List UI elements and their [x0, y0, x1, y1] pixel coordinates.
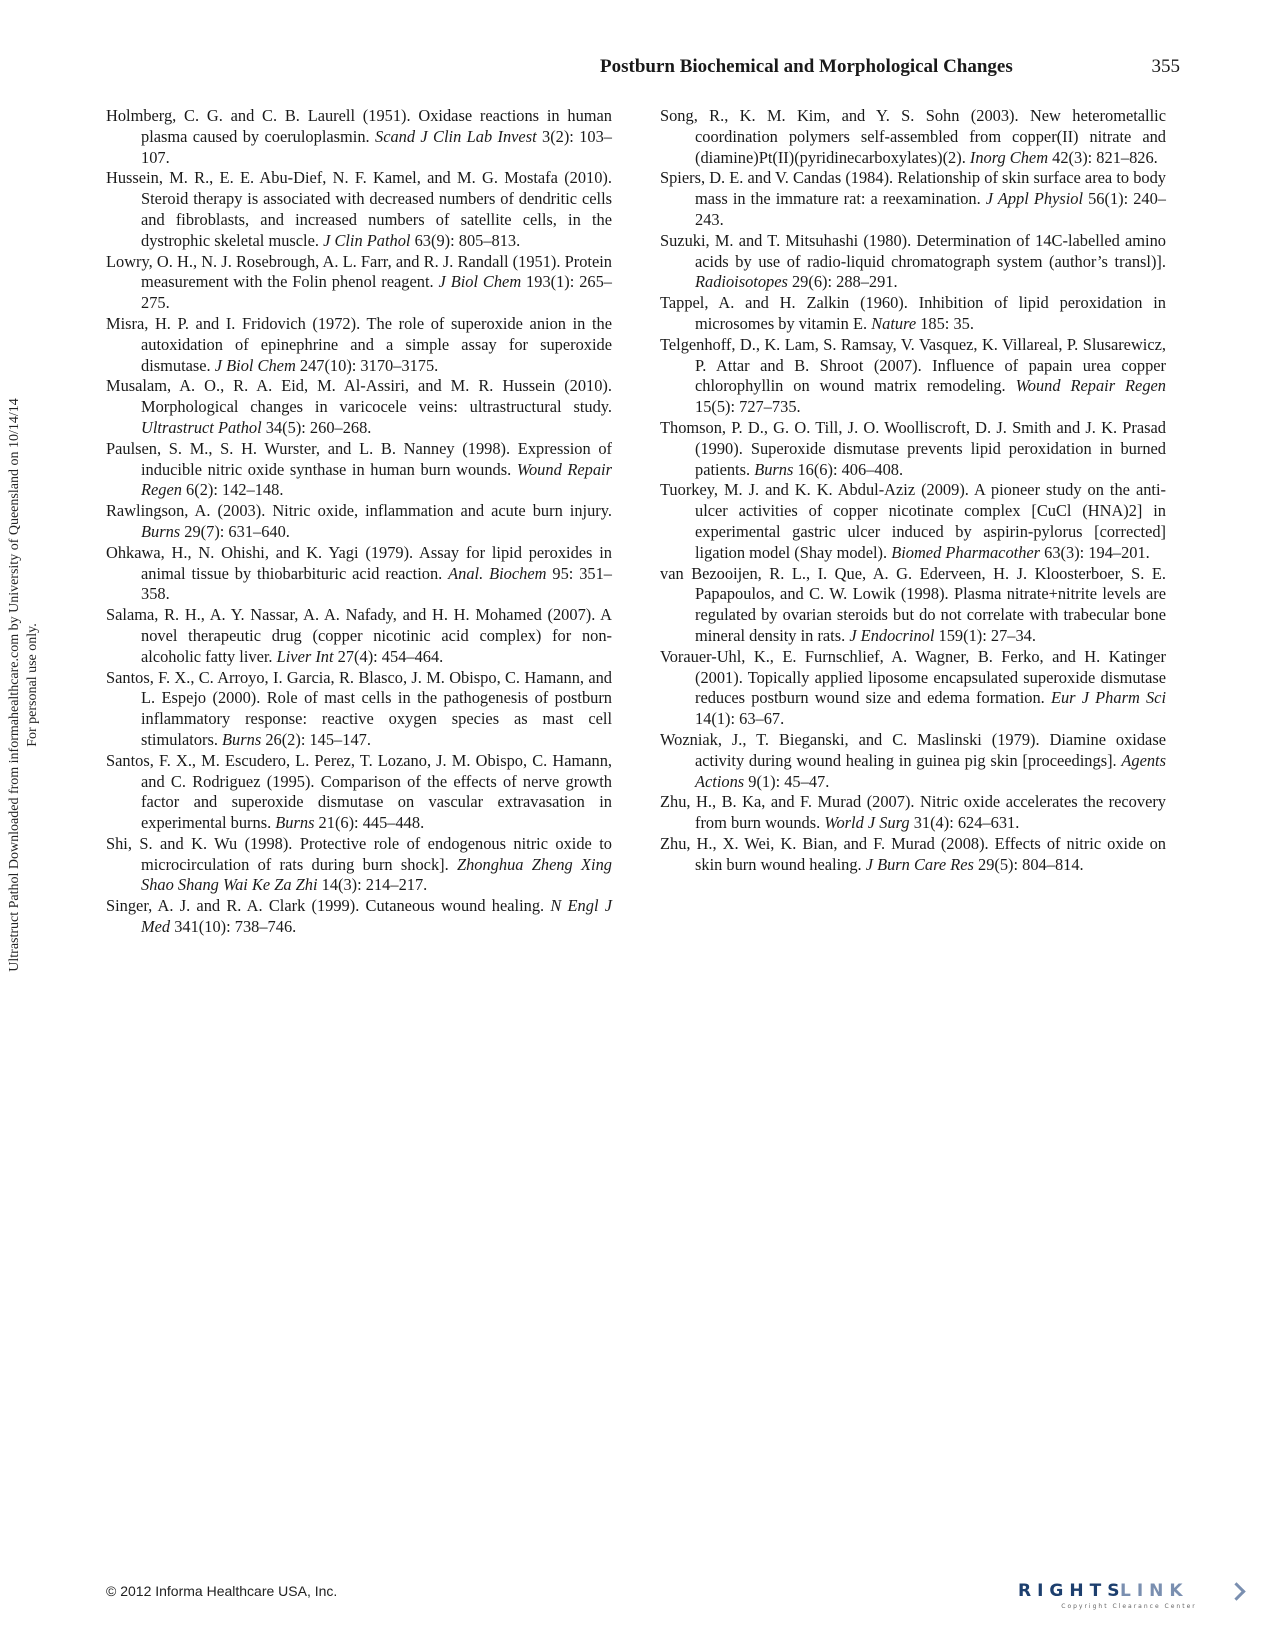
reference-entry	[106, 751, 612, 834]
reference-text: Rawlingson, A. (2003). Nitric oxide, inflammation and acute burn injury.	[106, 501, 612, 521]
reference-source: Anal. Biochem	[448, 563, 547, 583]
reference-volume-pages: 26(2): 145–147.	[261, 729, 371, 749]
reference-volume-pages: 21(6): 445–448.	[314, 813, 425, 833]
reference-source: Burns	[754, 459, 794, 479]
reference-entry	[106, 668, 612, 751]
reference-source: Radioisotopes	[695, 272, 788, 292]
download-watermark	[6, 180, 42, 1190]
reference-source: N Engl J Med	[141, 896, 613, 937]
reference-text: Lowry, O. H., N. J. Rosebrough, A. L. Farr, and R. J. Randall (1951). Protein measurement with the Folin phenol reagent.	[106, 251, 612, 292]
reference-source: Ultrastruct Pathol	[141, 417, 262, 437]
reference-text: Holmberg, C. G. and C. B. Laurell (1951). Oxidase reactions in human plasma caused by coeruloplasmin.	[106, 106, 612, 146]
reference-text: Tappel, A. and H. Zalkin (1960). Inhibition of lipid peroxidation in microsomes by vitamin E.	[660, 293, 1166, 333]
reference-volume-pages: 29(5): 804–814.	[973, 854, 1084, 874]
reference-entry	[660, 418, 1166, 480]
reference-entry	[106, 896, 612, 938]
reference-entry	[106, 501, 612, 543]
reference-text: Salama, R. H., A. Y. Nassar, A. A. Nafady, and H. H. Mohamed (2007). A novel therapeutic drug (copper nicotinic acid complex) for non-alcoholic fatty liver.	[106, 605, 612, 666]
reference-entry	[660, 231, 1166, 293]
references-left-column	[106, 106, 612, 938]
reference-entry	[660, 168, 1166, 230]
reference-entry	[106, 605, 612, 667]
reference-volume-pages: 15(5): 727–735.	[695, 397, 801, 417]
reference-entry	[660, 106, 1166, 168]
reference-text: Thomson, P. D., G. O. Till, J. O. Woolliscroft, D. J. Smith and J. K. Prasad (1990). Superoxide dismutase prevents lipid peroxidation in burned patients.	[660, 417, 1166, 479]
reference-source: Zhonghua Zheng Xing Shao Shang Wai Ke Za Zhi	[141, 854, 612, 895]
watermark-line-1: Ultrastruct Pathol Downloaded from informahealthcare.com by University of Queensland on 10/14/14	[7, 398, 22, 972]
reference-source: Burns	[275, 813, 315, 833]
reference-entry	[660, 480, 1166, 563]
reference-text: Santos, F. X., M. Escudero, L. Perez, T. Lozano, J. M. Obispo, C. Hamann, and C. Rodriguez (1995). Comparison of the effects of nerve growth factor and superoxide dismutase on vascular extravasation in experimental burns.	[106, 750, 612, 833]
reference-volume-pages: 56(1): 240–243.	[695, 189, 1166, 229]
reference-entry	[660, 792, 1166, 834]
reference-source: Liver Int	[276, 646, 334, 666]
reference-entry	[660, 564, 1166, 647]
running-header	[600, 56, 1180, 78]
reference-text: Vorauer-Uhl, K., E. Furnschlief, A. Wagner, B. Ferko, and H. Katinger (2001). Topically applied liposome encapsulated superoxide dismutase reduces postburn wound size and edema formation.	[660, 646, 1166, 708]
reference-volume-pages: 9(1): 45–47.	[744, 771, 830, 791]
reference-volume-pages: 29(6): 288–291.	[787, 272, 898, 292]
reference-volume-pages: 27(4): 454–464.	[333, 646, 444, 666]
logo-word-link: LINK	[1120, 1581, 1189, 1601]
reference-text: Song, R., K. M. Kim, and Y. S. Sohn (2003). New heterometallic coordination polymers self-assembled from copper(II) nitrate and (diamine)Pt(II)(pyridinecarboxylates)(2).	[660, 106, 1166, 167]
reference-volume-pages: 6(2): 142–148.	[181, 480, 284, 500]
reference-source: J Biol Chem	[438, 272, 522, 292]
reference-volume-pages: 14(3): 214–217.	[317, 875, 428, 895]
reference-entry	[660, 730, 1166, 792]
reference-entry	[106, 543, 612, 605]
reference-volume-pages: 95: 351–358.	[141, 563, 613, 604]
reference-text: Zhu, H., B. Ka, and F. Murad (2007). Nitric oxide accelerates the recovery from burn wounds.	[660, 792, 1166, 833]
reference-entry	[106, 376, 612, 438]
reference-text: Paulsen, S. M., S. H. Wurster, and L. B. Nanney (1998). Expression of inducible nitric oxide synthase in human burn wounds.	[106, 438, 612, 479]
reference-volume-pages: 63(3): 194–201.	[1040, 542, 1150, 562]
reference-text: Santos, F. X., C. Arroyo, I. Garcia, R. Blasco, J. M. Obispo, C. Hamann, and L. Espejo (2000). Role of mast cells in the pathogenesis of postburn inflammatory response: reactive oxygen species as mast cell stimulators.	[106, 667, 612, 749]
reference-source: Wound Repair Regen	[1015, 376, 1167, 396]
reference-text: van Bezooijen, R. L., I. Que, A. G. Ederveen, H. J. Kloosterboer, S. E. Papapoulos, and C. W. Lowik (1998). Plasma nitrate+nitrite levels are regulated by ovarian steroids but do not correlate with trabecular bone mineral density in rats.	[660, 563, 1166, 645]
reference-volume-pages: 341(10): 738–746.	[170, 917, 297, 937]
reference-source: Wound Repair Regen	[141, 459, 612, 500]
reference-volume-pages: 247(10): 3170–3175.	[295, 355, 439, 375]
reference-text: Singer, A. J. and R. A. Clark (1999). Cutaneous wound healing.	[106, 896, 551, 916]
reference-volume-pages: 185: 35.	[916, 313, 974, 333]
page-number: 355	[1151, 56, 1180, 77]
reference-source: World J Surg	[824, 813, 910, 833]
reference-source: J Clin Pathol	[323, 230, 411, 250]
reference-volume-pages: 63(9): 805–813.	[410, 230, 521, 250]
reference-volume-pages: 3(2): 103–107.	[141, 126, 612, 167]
reference-text: Ohkawa, H., N. Ohishi, and K. Yagi (1979). Assay for lipid peroxides in animal tissue by thiobarbituric acid reaction.	[106, 542, 612, 583]
reference-text: Zhu, H., X. Wei, K. Bian, and F. Murad (2008). Effects of nitric oxide on skin burn wound healing.	[660, 833, 1166, 874]
running-title: Postburn Biochemical and Morphological Changes	[600, 56, 1013, 77]
reference-text: Musalam, A. O., R. A. Eid, M. Al-Assiri, and M. R. Hussein (2010). Morphological changes in varicocele veins: ultrastructural study.	[106, 376, 612, 417]
watermark-line-2: For personal use only.	[25, 623, 40, 747]
reference-volume-pages: 34(5): 260–268.	[261, 417, 372, 437]
reference-text: Spiers, D. E. and V. Candas (1984). Relationship of skin surface area to body mass in the immature rat: a reexamination.	[660, 168, 1166, 209]
reference-source: J Endocrinol	[849, 625, 935, 645]
logo-word-rights: RIGHTS	[1018, 1581, 1126, 1601]
reference-source: Agents Actions	[695, 750, 1166, 791]
rightslink-logo[interactable]	[1018, 1581, 1250, 1621]
reference-volume-pages: 16(6): 406–408.	[793, 459, 904, 479]
reference-entry	[106, 314, 612, 376]
reference-source: J Biol Chem	[214, 355, 296, 375]
reference-entry	[106, 106, 612, 168]
reference-source: Inorg Chem	[969, 147, 1049, 167]
copyright-notice: © 2012 Informa Healthcare USA, Inc.	[106, 1583, 338, 1599]
reference-entry	[106, 252, 612, 314]
reference-volume-pages: 29(7): 631–640.	[180, 521, 290, 541]
reference-volume-pages: 42(3): 821–826.	[1048, 147, 1158, 167]
reference-source: J Appl Physiol	[985, 189, 1084, 209]
reference-text: Hussein, M. R., E. E. Abu-Dief, N. F. Kamel, and M. G. Mostafa (2010). Steroid therapy is associated with decreased numbers of dendritic cells and fibroblasts, and increased numbers of satellite cells, in the dystrophic skeletal muscle.	[106, 168, 612, 250]
reference-entry	[106, 168, 612, 251]
reference-volume-pages: 193(1): 265–275.	[141, 272, 612, 313]
reference-entry	[660, 834, 1166, 876]
reference-text: Suzuki, M. and T. Mitsuhashi (1980). Determination of 14C-labelled amino acids by use of radio-liquid chromatograph system (author’s transl)].	[660, 230, 1166, 271]
reference-text: Tuorkey, M. J. and K. K. Abdul-Aziz (2009). A pioneer study on the anti-ulcer activities of copper nicotinate complex [CuCl (HNA)2] in experimental gastric ulcer induced by aspirin-pylorus [corrected] ligation model (Shay model).	[660, 480, 1166, 562]
reference-text: Telgenhoff, D., K. Lam, S. Ramsay, V. Vasquez, K. Villareal, P. Slusarewicz, P. Attar and B. Shroot (2007). Influence of papain urea copper chlorophyllin on wound matrix remodeling.	[660, 334, 1166, 396]
reference-text: Wozniak, J., T. Bieganski, and C. Maslinski (1979). Diamine oxidase activity during wound healing in guinea pig skin [proceedings].	[660, 729, 1166, 770]
references-right-column	[660, 106, 1166, 875]
reference-source: Burns	[222, 729, 262, 749]
reference-volume-pages: 31(4): 624–631.	[909, 813, 1020, 833]
reference-source: Eur J Pharm Sci	[1050, 688, 1166, 708]
reference-volume-pages: 14(1): 63–67.	[695, 709, 785, 729]
reference-entry	[660, 293, 1166, 335]
reference-source: Nature	[871, 313, 917, 333]
reference-source: J Burn Care Res	[865, 854, 974, 874]
chevron-right-icon	[1227, 1582, 1245, 1600]
reference-text: Shi, S. and K. Wu (1998). Protective role of endogenous nitric oxide to microcirculation of rats during burn shock].	[106, 833, 612, 874]
reference-volume-pages: 159(1): 27–34.	[934, 625, 1036, 645]
reference-source: Scand J Clin Lab Invest	[375, 126, 537, 146]
logo-tagline: Copyright Clearance Center	[1061, 1603, 1197, 1610]
reference-source: Biomed Pharmacother	[891, 542, 1041, 562]
reference-entry	[106, 439, 612, 501]
reference-entry	[660, 335, 1166, 418]
reference-entry	[106, 834, 612, 896]
reference-text: Misra, H. P. and I. Fridovich (1972). The role of superoxide anion in the autoxidation of epinephrine and a simple assay for superoxide dismutase.	[106, 313, 612, 375]
reference-source: Burns	[141, 521, 181, 541]
reference-entry	[660, 647, 1166, 730]
